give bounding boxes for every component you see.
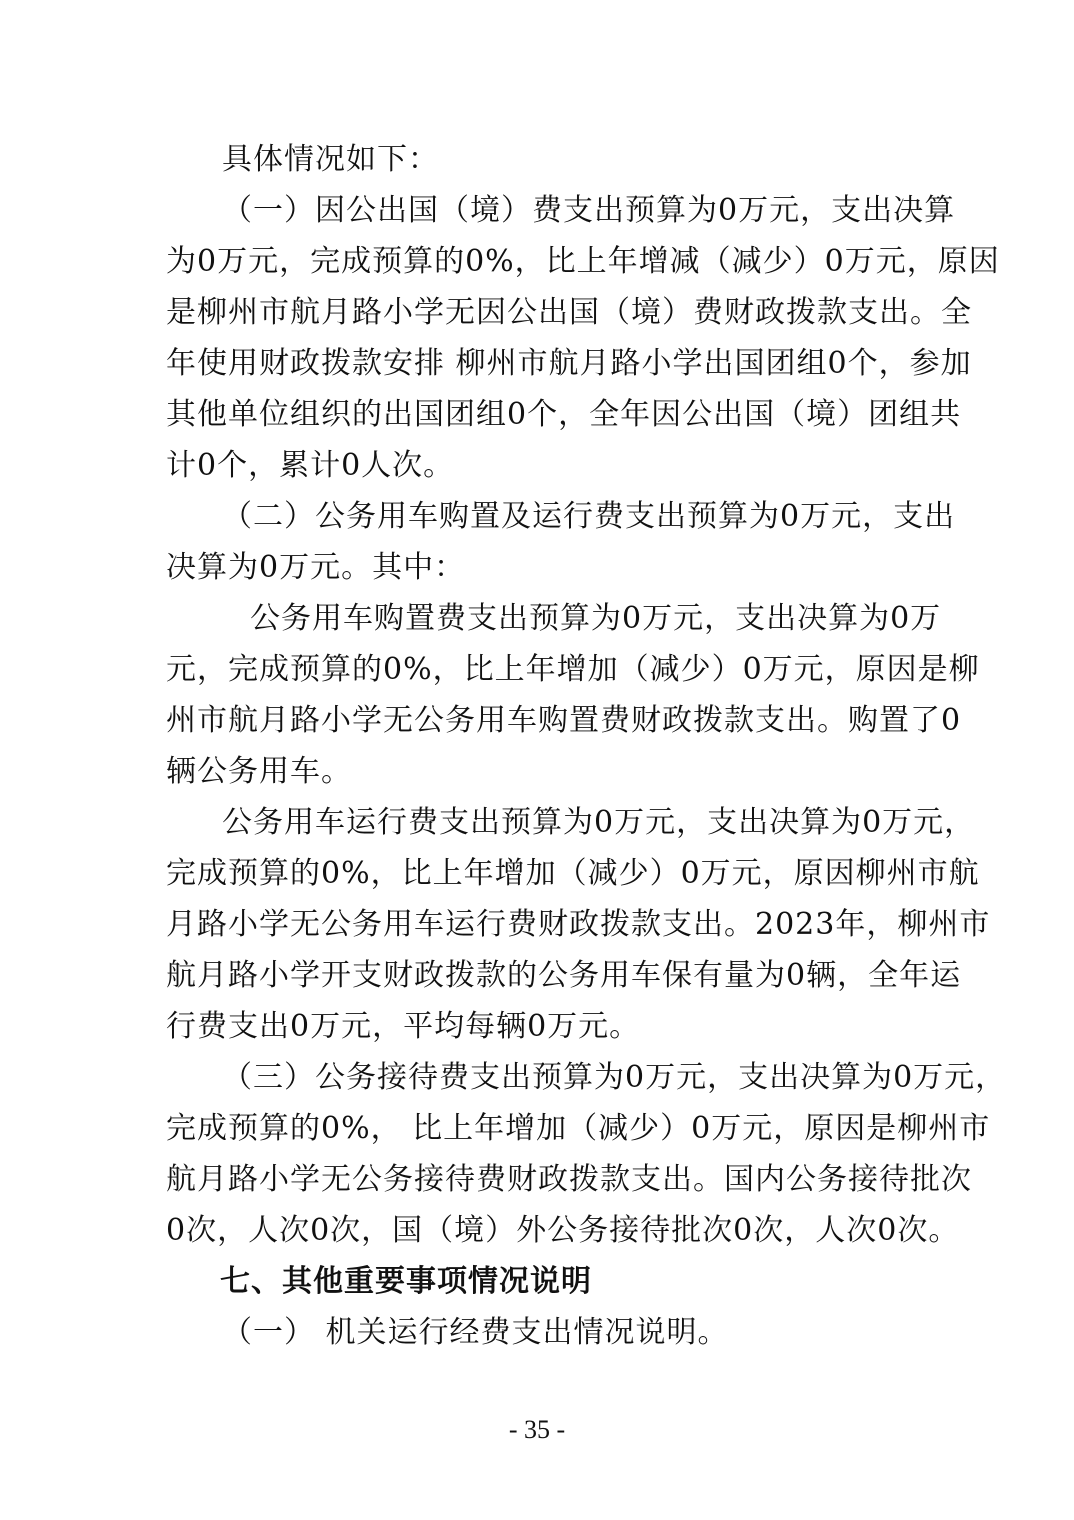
section1-line-2: 为0万元，完成预算的0%，比上年增减（减少）0万元，原因: [166, 244, 1000, 279]
section2-operation-line-1: 公务用车运行费支出预算为0万元，支出决算为0万元，: [222, 805, 976, 840]
section2-line-1: （二）公务用车购置及运行费支出预算为0万元，支出: [222, 499, 956, 534]
section2-operation-line-3: 月路小学无公务用车运行费财政拨款支出。2023年，柳州市: [166, 907, 991, 942]
intro-text: 具体情况如下：: [222, 142, 439, 177]
section3-line-1: （三）公务接待费支出预算为0万元，支出决算为0万元，: [222, 1060, 1007, 1095]
section2-purchase-line-1: 公务用车购置费支出预算为0万元，支出决算为0万: [250, 601, 942, 636]
section3-line-3: 航月路小学无公务接待费财政拨款支出。国内公务接待批次: [166, 1162, 972, 1197]
page-number: - 35 -: [508, 1415, 566, 1444]
section2-purchase-line-3: 州市航月路小学无公务用车购置费财政拨款支出。购置了0: [166, 703, 962, 738]
section2-operation-line-2: 完成预算的0%，比上年增加（减少）0万元，原因柳州市航: [166, 856, 980, 891]
section7-heading: 七、其他重要事项情况说明: [220, 1264, 592, 1299]
section2-purchase-line-2: 元，完成预算的0%，比上年增加（减少）0万元，原因是柳: [166, 652, 980, 687]
section1-line-6: 计0个，累计0人次。: [166, 448, 455, 483]
section2-line-2: 决算为0万元。其中：: [166, 550, 466, 585]
section1-line-4: 年使用财政拨款安排 柳州市航月路小学出国团组0个，参加: [166, 346, 972, 381]
section1-line-5: 其他单位组织的出国团组0个，全年因公出国（境）团组共: [166, 397, 962, 432]
section1-line-1: （一）因公出国（境）费支出预算为0万元，支出决算: [222, 193, 956, 228]
section3-line-2: 完成预算的0%， 比上年增加（减少）0万元，原因是柳州市: [166, 1111, 991, 1146]
section2-purchase-line-4: 辆公务用车。: [166, 754, 352, 789]
subheading-operating-expenses: （一） 机关运行经费支出情况说明。: [222, 1315, 729, 1350]
section3-line-4: 0次，人次0次，国（境）外公务接待批次0次，人次0次。: [166, 1213, 960, 1248]
section2-operation-line-5: 行费支出0万元，平均每辆0万元。: [166, 1009, 641, 1044]
section1-line-3: 是柳州市航月路小学无因公出国（境）费财政拨款支出。全: [166, 295, 972, 330]
section2-operation-line-4: 航月路小学开支财政拨款的公务用车保有量为0辆，全年运: [166, 958, 962, 993]
